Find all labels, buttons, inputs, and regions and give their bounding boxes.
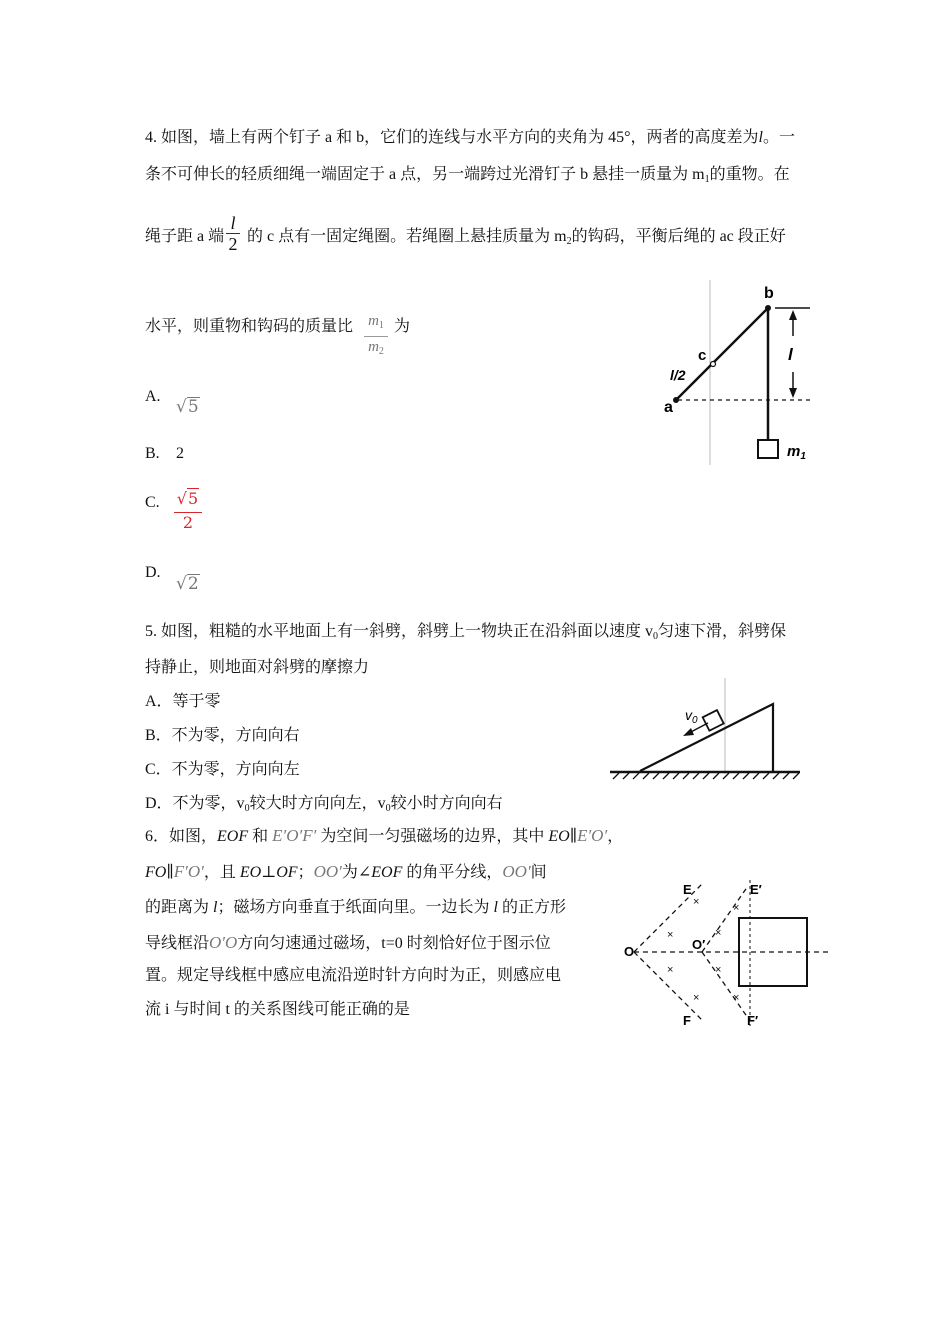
- q4-option-a-label[interactable]: A.: [145, 388, 161, 405]
- q6-fig-cross-8: ×: [733, 992, 740, 1004]
- q4-option-c-label[interactable]: C.: [145, 494, 160, 511]
- q4-fig-label-c: c: [698, 347, 707, 364]
- q4-fig-label-m-sub: 1: [800, 451, 806, 462]
- q4-fig-weight-m1: [758, 440, 778, 458]
- q6-line3-end: 的正方形: [497, 899, 566, 916]
- q6-l-2: l: [493, 899, 498, 916]
- q5-line2: 持静止，则地面对斜劈的摩擦力: [145, 659, 370, 676]
- q6-line2-semicolon: ；: [297, 864, 314, 881]
- q4-fig-label-l: l: [788, 345, 793, 364]
- q4-fig-rope-ab: [676, 308, 768, 400]
- q5-option-d-mid: 较大时方向向左，v: [249, 795, 386, 812]
- q4-line1-text: 4. 如图，墙上有两个钉子 a 和 b，它们的连线与水平方向的夹角为 45°，两者的高度差为: [145, 129, 759, 146]
- q4-option-c-rad: 5: [188, 489, 199, 508]
- q4-line3-a: [145, 227, 224, 247]
- q4-option-a-value[interactable]: √5: [176, 397, 199, 417]
- q6-line2-text: ，且: [203, 864, 240, 881]
- q6-oo2-2: OO′: [502, 862, 531, 881]
- q5-fig-label-v-sub: 0: [692, 715, 698, 726]
- q5-fig-label-v: v: [685, 707, 692, 723]
- q4-line3-sub: 2: [566, 236, 572, 247]
- q4-fig-label-m: m: [787, 443, 801, 460]
- q6-l: l: [213, 899, 218, 916]
- q4-fig-label-m1: [787, 443, 806, 462]
- q4-option-b-value[interactable]: 2: [176, 445, 184, 462]
- q6-eo: EO: [548, 828, 570, 845]
- q5-fig-label-v0: [685, 707, 698, 726]
- q6-e2o2f2: E′O′F′: [272, 826, 317, 845]
- q6-fig-label-e: E: [683, 882, 692, 897]
- q6-fig-cross-4: ×: [715, 927, 722, 939]
- q4-var-l: l: [758, 129, 763, 146]
- q5-fig-wedge: [640, 704, 773, 771]
- q4-line1-end: 。一: [762, 129, 795, 146]
- q4-frac-num: l: [230, 213, 236, 233]
- q6-fig-cross-3: ×: [667, 929, 674, 941]
- q4-option-d-label[interactable]: D.: [145, 564, 161, 581]
- q4-fig-arrowhead-up: [789, 310, 797, 320]
- q6-eof-2: EOF: [371, 864, 403, 881]
- q6-fig-boundary-fo: [634, 952, 702, 1020]
- q6-fig-cross-6: ×: [715, 964, 722, 976]
- q6-line3-text: 的距离为: [145, 899, 214, 916]
- q4-option-c-value[interactable]: √5 2: [174, 489, 202, 533]
- q5-line1-end: 匀速下滑，斜劈保: [658, 623, 787, 640]
- q4-line2-sub: 1: [704, 174, 710, 185]
- q6-line4-text: 导线框沿: [145, 935, 210, 952]
- q4-line4-b: [394, 317, 410, 337]
- q4-ratio-den-sub: 2: [378, 346, 384, 357]
- q6-line1-and: 和: [248, 828, 273, 845]
- q6-line4: [145, 933, 551, 954]
- q6-figure: [620, 868, 835, 1033]
- q6-fig-label-f2: F′: [747, 1013, 759, 1028]
- q6-line5: 置。规定导线框中感应电流沿逆时针方向时为正，则感应电: [145, 967, 562, 984]
- q6-line6: 流 i 与时间 t 的关系图线可能正确的是: [145, 1001, 410, 1018]
- q4-frac-den: 2: [228, 234, 238, 254]
- q6-parallel-1: ∥: [569, 828, 578, 845]
- q5-option-d-sub2: 0: [385, 803, 391, 814]
- q6-line1: [145, 826, 623, 847]
- q5-option-d-sub1: 0: [244, 803, 250, 814]
- q6-eof: EOF: [217, 828, 249, 845]
- q4-line2-text: 条不可伸长的轻质细绳一端固定于 a 点，另一端跨过光滑钉子 b 悬挂一质量为 m: [145, 166, 705, 183]
- q4-option-d-rad: 2: [187, 574, 199, 594]
- q5-fig-velocity-arrowhead: [683, 728, 694, 736]
- q6-line1-text: 6．如图，: [145, 828, 218, 845]
- q4-line3-text: 绳子距 a 端: [145, 228, 225, 245]
- q6-perp: EO⊥OF: [239, 864, 298, 881]
- q4-option-b-label[interactable]: B.: [145, 445, 160, 462]
- q6-fig-cross-1: ×: [693, 896, 700, 908]
- q4-option-d-value[interactable]: √2: [176, 574, 199, 594]
- q5-option-c[interactable]: C．不为零，方向向左: [145, 761, 300, 778]
- q6-line3-mid: ；磁场方向垂直于纸面向里。一边长为: [217, 899, 494, 916]
- q6-o2o: O′O: [209, 933, 238, 952]
- q4-line4-end: 为: [394, 318, 411, 335]
- q4-line3-end: 的钩码，平衡后绳的 ac 段正好: [571, 228, 786, 245]
- q4-ratio-num: m: [368, 313, 379, 329]
- q6-e2o2: E′O′: [577, 826, 608, 845]
- q4-line4-text: 水平，则重物和钩码的质量比: [145, 318, 354, 335]
- q4-fig-label-half: l/2: [670, 367, 686, 383]
- q6-line1-end: ，: [607, 828, 624, 845]
- q6-fo: FO: [145, 864, 167, 881]
- q6-line1-mid: 为空间一匀强磁场的边界，其中: [316, 828, 549, 845]
- q4-frac-l-over-2: [226, 213, 240, 254]
- q5-figure: [605, 676, 810, 781]
- q5-option-b[interactable]: B．不为零，方向向右: [145, 727, 300, 744]
- q5-option-d-end: 较小时方向向右: [390, 795, 503, 812]
- q4-mass-ratio: [364, 311, 388, 362]
- q4-line2-end: 的重物。在: [709, 166, 790, 183]
- q6-fig-cross-7: ×: [693, 992, 700, 1004]
- q6-f2o2: F′O′: [173, 862, 204, 881]
- q4-figure: [660, 280, 830, 470]
- q6-line2-mid: 为∠: [341, 864, 372, 881]
- q4-fig-label-a: a: [664, 399, 673, 416]
- q4-option-a-rad: 5: [187, 397, 199, 417]
- q6-line4-end: 方向匀速通过磁场，t=0 时刻恰好位于图示位: [237, 935, 551, 952]
- q6-fig-cross-2: ×: [733, 902, 740, 914]
- q6-parallel-2: ∥: [166, 864, 174, 881]
- q4-line2: [145, 165, 790, 190]
- q5-line1-sub: 0: [653, 631, 659, 642]
- q6-line2-end: 间: [530, 864, 547, 881]
- q6-line2: [145, 862, 547, 883]
- q5-fig-block: [703, 710, 724, 731]
- q6-fig-label-e2: E′: [750, 882, 762, 897]
- q6-line3: [145, 898, 566, 918]
- q6-fig-label-o2: O′: [692, 937, 706, 952]
- q4-fig-ring-c: [711, 362, 716, 367]
- q5-fig-ground-hatch: [613, 773, 799, 779]
- q6-oo2: OO′: [313, 862, 342, 881]
- q5-line1-text: 5. 如图，粗糙的水平地面上有一斜劈，斜劈上一物块正在沿斜面以速度 v: [145, 623, 654, 640]
- q4-line4-a: [145, 317, 353, 337]
- q4-line3-mid: 的 c 点有一固定绳圈。若绳圈上悬挂质量为 m: [247, 228, 567, 245]
- q4-fig-arrowhead-down: [789, 388, 797, 398]
- q4-line1: [145, 128, 795, 148]
- q4-ratio-den: m: [368, 339, 379, 355]
- q5-option-d-text: D．不为零，v: [145, 795, 245, 812]
- q4-line3-b: [247, 227, 786, 252]
- q4-fig-label-b: b: [764, 285, 774, 302]
- q5-option-a[interactable]: A．等于零: [145, 693, 221, 710]
- q6-line2-mid2: 的角平分线，: [402, 864, 503, 881]
- q4-ratio-num-sub: 1: [378, 320, 384, 331]
- q6-fig-label-o: O: [624, 944, 635, 959]
- q6-fig-label-f: F: [683, 1013, 691, 1028]
- q6-fig-cross-5: ×: [667, 964, 674, 976]
- q5-line1: [145, 622, 786, 647]
- q4-option-c-den: 2: [182, 513, 194, 532]
- q5-option-d[interactable]: [145, 794, 503, 819]
